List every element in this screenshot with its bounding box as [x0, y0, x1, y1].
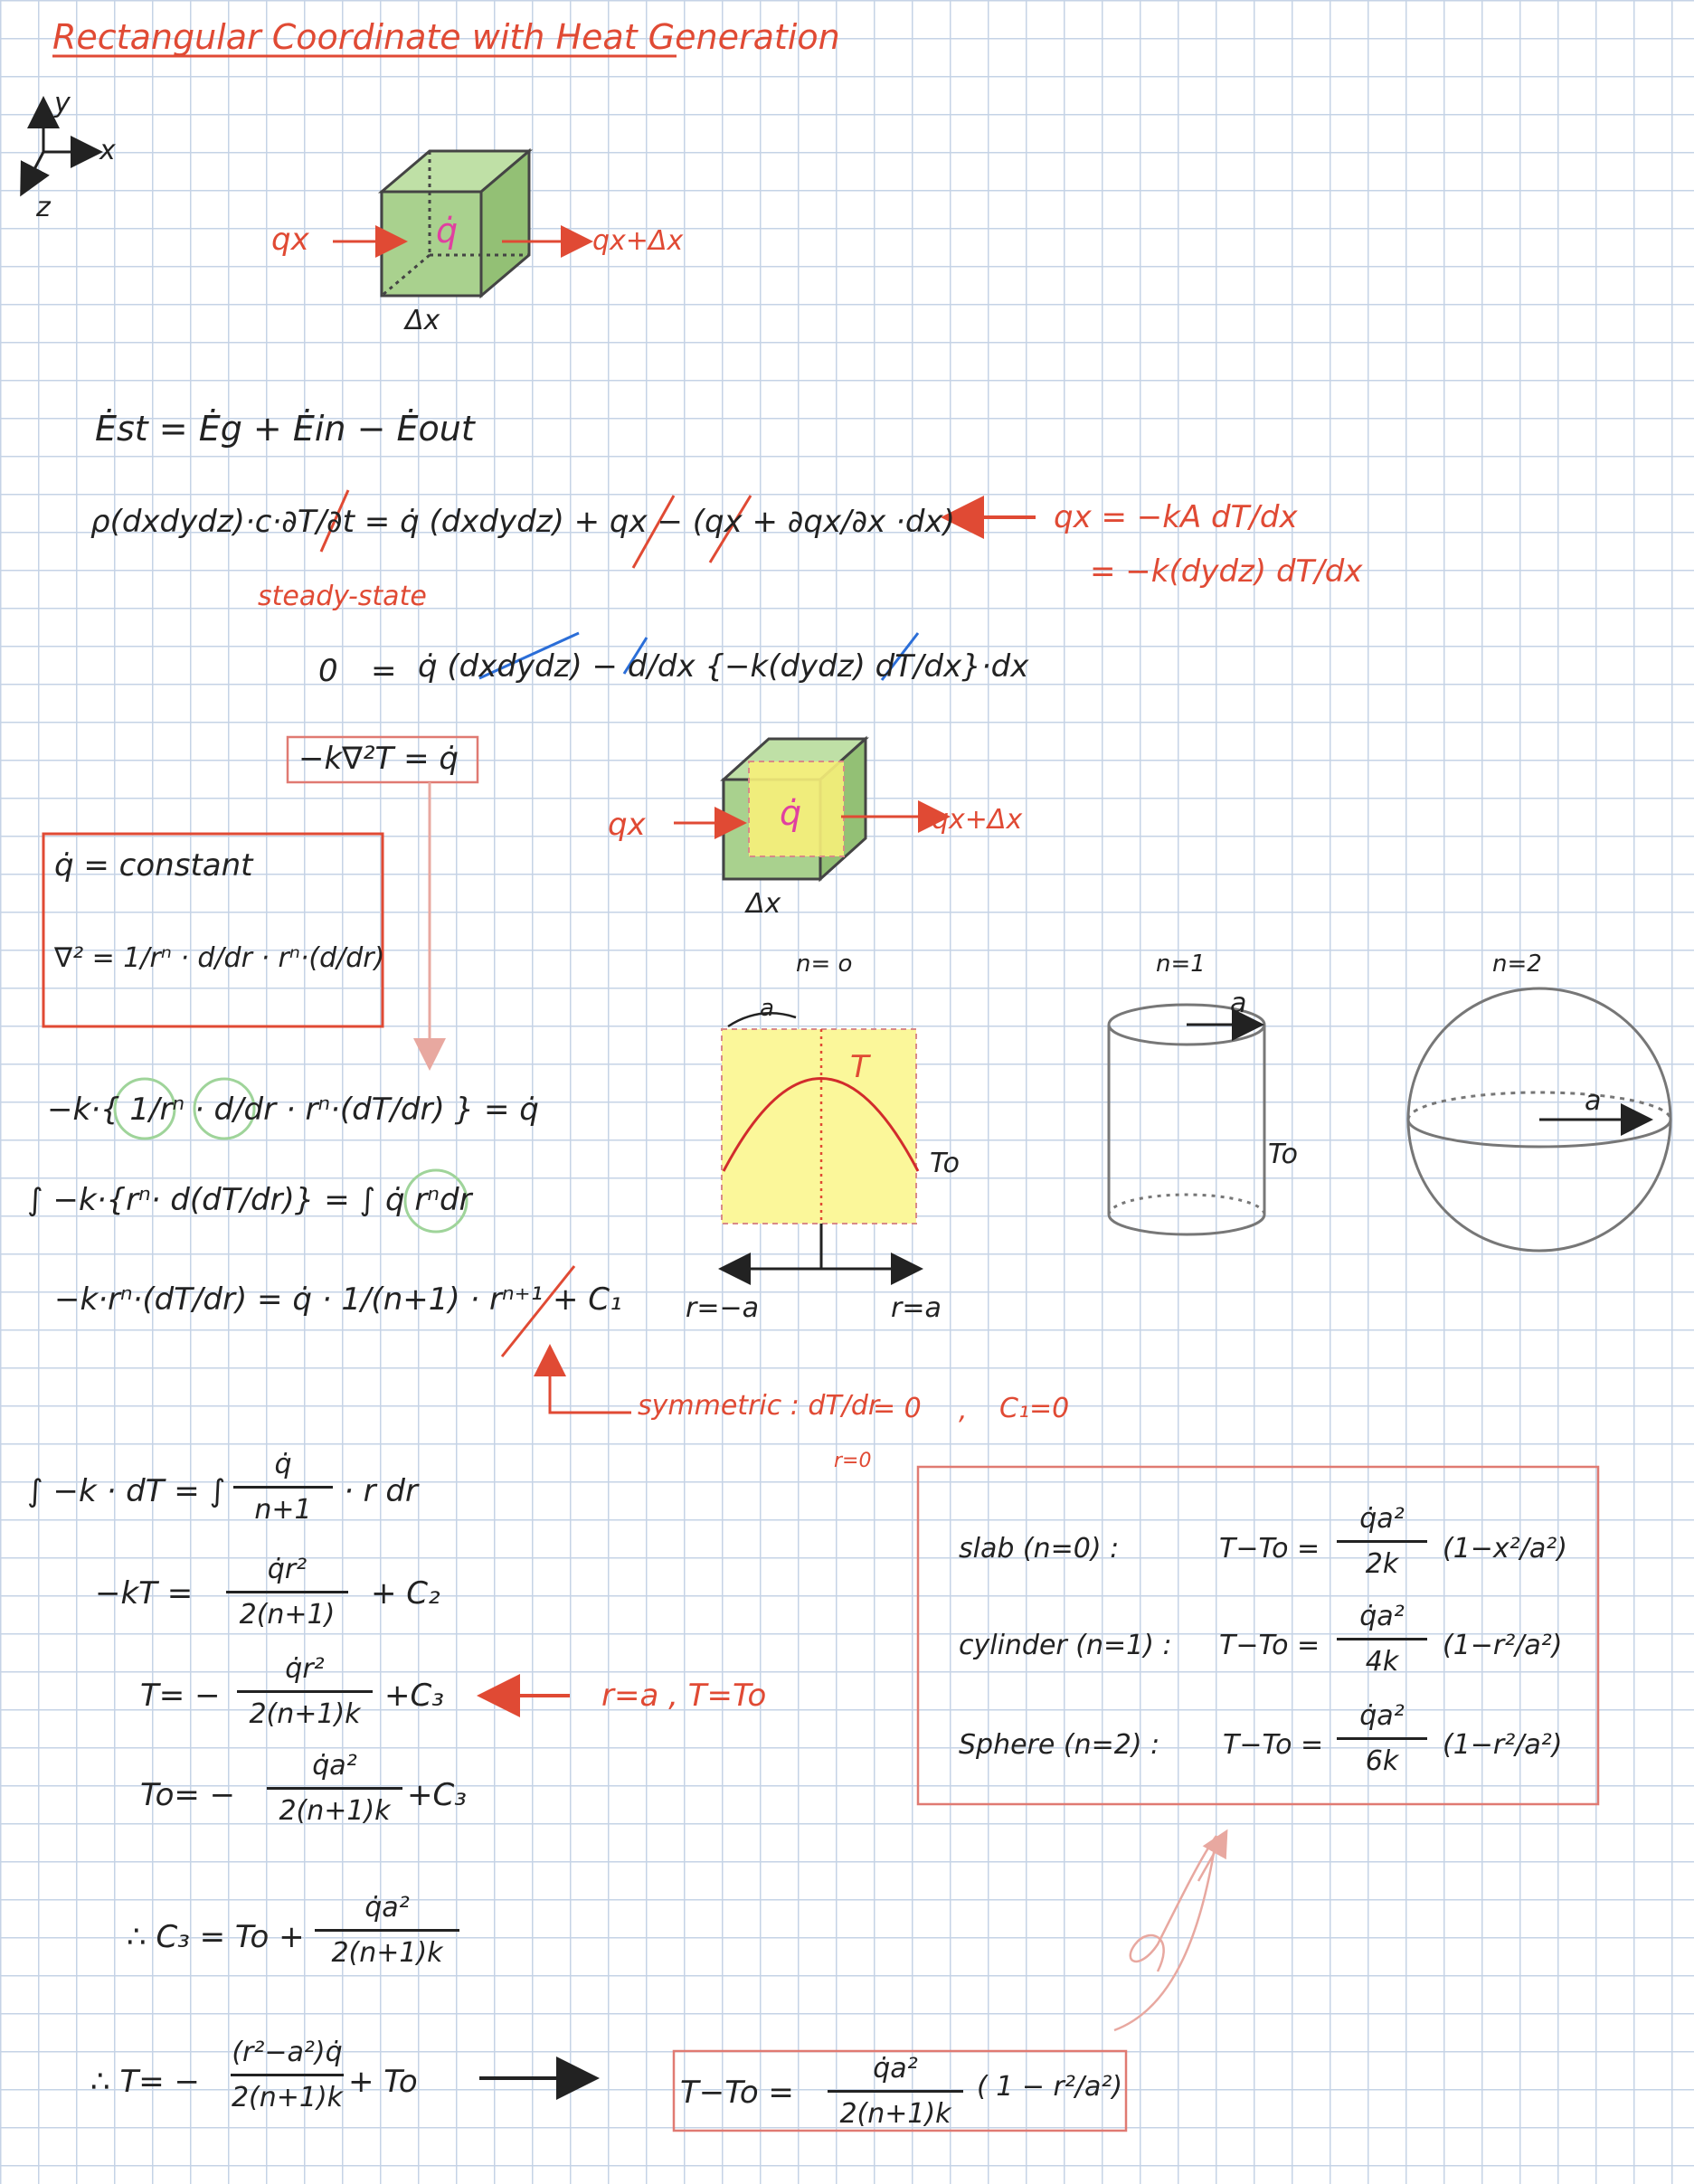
integ-6-num: (r²−a²)q̇ — [232, 2037, 343, 2068]
deriv-line-1: −k·{ 1/rⁿ · d/dr · rⁿ·(dT/dr) } = q̇ — [47, 1092, 539, 1128]
result-cylinder-label: cylinder (n=1) : — [959, 1630, 1172, 1661]
integ-5-num: q̇a² — [364, 1892, 410, 1924]
sphere-diagram — [1408, 988, 1670, 1251]
cylinder-a-label: a — [1230, 988, 1247, 1019]
axis-z-label: z — [36, 192, 51, 223]
steady-state-note: steady-state — [258, 581, 427, 612]
integ-5-left: ∴ C₃ = To + — [127, 1919, 305, 1955]
slab-r-pos: r=a — [891, 1292, 942, 1324]
integ-4-right: +C₃ — [407, 1777, 467, 1813]
final-den: 2(n+1)k — [839, 2098, 951, 2130]
slab-a-label: a — [760, 995, 774, 1022]
symmetric-at: r=0 — [834, 1450, 872, 1472]
integ-1-left: ∫ −k · dT = ∫ — [27, 1473, 226, 1509]
curl-arrow — [1114, 1836, 1216, 2030]
fourier-line-2: = −k(dydz) dT/dx — [1090, 553, 1363, 590]
integ-5-den: 2(n+1)k — [331, 1937, 443, 1969]
result-slab-den: 2k — [1365, 1548, 1399, 1580]
symmetric-arrow — [550, 1349, 631, 1413]
symmetric-c1: C₁=0 — [999, 1393, 1070, 1424]
integ-6-left: ∴ T= − — [90, 2064, 200, 2100]
integ-3-frac — [237, 1653, 373, 1730]
result-cylinder-den: 4k — [1365, 1646, 1399, 1678]
integ-3-left: T= − — [140, 1678, 221, 1714]
integ-4-num: q̇a² — [312, 1750, 357, 1782]
q-out-label-1: qx+Δx — [592, 225, 684, 257]
q-gen-label-2: q̇ — [780, 793, 802, 833]
zero-rhs: q̇ (dxdydz) − d/dx {−k(dydz) dT/dx}·dx — [418, 648, 1029, 685]
result-slab-frac — [1337, 1503, 1427, 1580]
integ-2-num: q̇r² — [267, 1554, 308, 1585]
integ-3-right: +C₃ — [384, 1678, 444, 1714]
result-cylinder-num: q̇a² — [1359, 1601, 1405, 1632]
result-slab-num: q̇a² — [1359, 1503, 1405, 1535]
energy-balance-expanded: ρ(dxdydz)·c·∂T/∂t = q̇ (dxdydz) + qx − (qx + ∂qx/∂x ·dx) — [90, 504, 955, 540]
assumption-constant: q̇ = constant — [54, 847, 253, 884]
axis-y-label: y — [54, 88, 71, 119]
q-in-label-2: qx — [608, 807, 646, 843]
result-sphere-tail: (1−r²/a²) — [1443, 1729, 1563, 1761]
cylinder-n-label: n=1 — [1156, 950, 1206, 978]
integ-1-num: q̇ — [274, 1449, 292, 1480]
result-cylinder-frac — [1337, 1601, 1427, 1678]
result-cylinder-lhs: T−To = — [1219, 1630, 1320, 1661]
q-in-label-1: qx — [271, 222, 309, 258]
dx-label-1: Δx — [405, 305, 440, 336]
strike-marks-red — [321, 490, 751, 1357]
result-sphere-den: 6k — [1365, 1745, 1399, 1777]
dx-label-2: Δx — [746, 888, 781, 920]
laplace-eq: −k∇²T = q̇ — [298, 741, 459, 777]
result-sphere-lhs: T−To = — [1223, 1729, 1324, 1761]
q-gen-label-1: q̇ — [436, 211, 459, 251]
integ-2-left: −kT = — [95, 1575, 194, 1612]
deriv-line-2: ∫ −k·{rⁿ· d(dT/dr)} = ∫ q̇ rⁿdr — [27, 1182, 472, 1218]
slab-T-label: T — [850, 1049, 869, 1085]
boundary-condition: r=a , T=To — [601, 1678, 767, 1714]
integ-1-den: n+1 — [254, 1494, 312, 1526]
integ-2-den: 2(n+1) — [239, 1599, 336, 1631]
sphere-n-label: n=2 — [1492, 950, 1542, 978]
result-sphere-num: q̇a² — [1359, 1700, 1405, 1732]
integ-5-frac — [315, 1892, 459, 1969]
integ-1-frac — [233, 1449, 333, 1526]
slab-diagram — [722, 1013, 918, 1269]
result-slab-label: slab (n=0) : — [959, 1533, 1120, 1565]
integ-6-den: 2(n+1)k — [231, 2082, 344, 2113]
final-left: T−To = — [680, 2075, 794, 2111]
integ-3-num: q̇r² — [285, 1653, 325, 1685]
page-title: Rectangular Coordinate with Heat Generation — [52, 17, 840, 57]
result-slab-lhs: T−To = — [1219, 1533, 1320, 1565]
fourier-line-1: qx = −kA dT/dx — [1054, 499, 1298, 535]
zero-lhs: 0 — [318, 653, 338, 689]
slab-To-label: To — [930, 1148, 960, 1179]
integ-4-frac — [267, 1750, 402, 1827]
result-sphere-frac — [1337, 1700, 1427, 1777]
deriv-line-3: −k·rⁿ·(dT/dr) = q̇ · 1/(n+1) · rⁿ⁺¹ + C₁ — [54, 1281, 622, 1318]
integ-6-right: + To — [348, 2064, 418, 2100]
integ-2-frac — [226, 1554, 348, 1631]
result-sphere-label: Sphere (n=2) : — [959, 1729, 1160, 1761]
integ-2-right: + C₂ — [371, 1575, 440, 1612]
axis-x-label: x — [99, 135, 116, 166]
symmetric-comma: , — [959, 1395, 968, 1426]
sphere-a-label: a — [1585, 1085, 1602, 1117]
result-cylinder-tail: (1−r²/a²) — [1443, 1630, 1563, 1661]
integ-4-den: 2(n+1)k — [279, 1795, 391, 1827]
final-num: q̇a² — [873, 2053, 918, 2085]
zero-eq: = — [371, 653, 397, 689]
slab-r-neg: r=−a — [686, 1292, 759, 1324]
assumption-laplacian: ∇² = 1/rⁿ · d/dr · rⁿ·(d/dr) — [54, 942, 385, 974]
integ-1-right: · r dr — [344, 1473, 418, 1509]
symmetric-text: symmetric : dT/dr — [638, 1390, 880, 1422]
integ-4-left: To= − — [140, 1777, 236, 1813]
final-right: ( 1 − r²/a²) — [977, 2071, 1123, 2103]
integ-6-frac — [231, 2037, 344, 2113]
q-out-label-2: qx+Δx — [932, 804, 1023, 836]
cylinder-diagram — [1109, 1005, 1264, 1234]
slab-n-label: n= o — [796, 950, 853, 978]
result-slab-tail: (1−x²/a²) — [1443, 1533, 1567, 1565]
symmetric-eq0: = 0 — [873, 1393, 922, 1424]
final-frac — [828, 2053, 963, 2130]
energy-balance-eq: Ėst = Ėg + Ėin − Ėout — [95, 409, 475, 449]
cylinder-To-label: To — [1268, 1139, 1298, 1170]
integ-3-den: 2(n+1)k — [249, 1698, 361, 1730]
